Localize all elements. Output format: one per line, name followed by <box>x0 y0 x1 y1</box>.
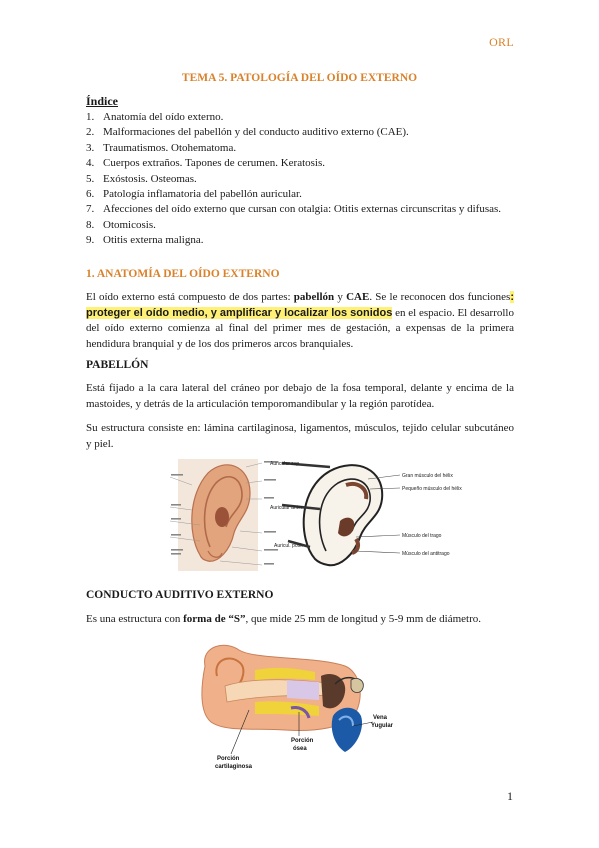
label-porcion-cartilaginosa-2: cartilaginosa <box>215 764 253 770</box>
label-auricular-anter: Auricular anter. <box>270 505 304 511</box>
list-item: 2. Malformaciones del pabellón y del conducto auditivo externo (CAE). <box>86 126 409 139</box>
list-item: 6. Patología inflamatoria del pabellón auricular. <box>86 188 302 201</box>
label-vena: Vena <box>373 715 388 721</box>
paragraph-pabellon-location: Está fijado a la cara lateral del cráneo por debajo de la fosa temporal, delante y encima de la mastoides, y detrás de la articulación temporomandibular y la región parotídea. <box>86 382 514 410</box>
label-musculo-antitrago: Músculo del antitrago <box>402 551 450 557</box>
label-porcion-osea-2: ósea <box>293 746 307 752</box>
paragraph-pabellon-structure: Su estructura consiste en: lámina cartilaginosa, ligamentos, músculos, tejido celular subcutáneo y piel. <box>86 422 514 450</box>
label-auricular-sup: Auricular sup. <box>270 461 301 467</box>
section-heading-anatomy: 1. ANATOMÍA DEL OÍDO EXTERNO <box>86 268 280 280</box>
header-tag: ORL <box>489 35 514 49</box>
label-pequeno-musculo-helix: Pequeño músculo del hélix <box>402 486 462 492</box>
label-gran-musculo-helix: Gran músculo del hélix <box>402 473 453 479</box>
list-item: 1. Anatomía del oído externo. <box>86 111 224 123</box>
highlighted-text: : proteger el oído medio, y amplificar y localizar los sonidos <box>86 291 515 319</box>
label-auricul-post: Auricul. post. <box>274 543 303 549</box>
label-porcion-cartilaginosa-1: Porción <box>217 756 240 762</box>
label-musculo-trago: Músculo del trago <box>402 533 442 539</box>
ear-anatomy-figure <box>170 455 520 573</box>
index-heading: Índice <box>86 94 119 108</box>
list-item: 4. Cuerpos extraños. Tapones de cerumen. Keratosis. <box>86 157 326 170</box>
label-porcion-osea-1: Porción <box>291 738 314 744</box>
list-item: 5. Exóstosis. Osteomas. <box>86 172 197 185</box>
list-item: 9. Otitis externa maligna. <box>86 234 204 247</box>
section-heading-pabellon: PABELLÓN <box>86 359 149 371</box>
list-item: 7. Afecciones del oído externo que cursan con otalgia: Otitis externas circunscritas y difusas. <box>86 203 502 216</box>
label-yugular: Yugular <box>371 723 394 729</box>
paragraph-cae: Es una estructura con forma de “S”, que mide 25 mm de longitud y 5-9 mm de diámetro. <box>86 613 482 625</box>
index-list <box>86 110 514 249</box>
ear-canal-figure <box>195 636 395 776</box>
document-title: TEMA 5. PATOLOGÍA DEL OÍDO EXTERNO <box>181 72 418 84</box>
page-number: 1 <box>507 789 513 803</box>
section-heading-cae: CONDUCTO AUDITIVO EXTERNO <box>86 589 274 601</box>
paragraph-anatomy: El oído externo está compuesto de dos partes: pabellón y CAE. Se le reconocen dos funciones: proteger el oído medio, y amplificar y localizar los sonidos en el espacio. El desarrollo del oído externo comienza al final del primer mes de gestación, a expensas de la primera hendidura branquial y de los dos primeros arcos branquiales. <box>86 291 515 350</box>
list-item: 8. Otomicosis. <box>86 218 156 231</box>
list-item: 3. Traumatismos. Otohematoma. <box>86 141 237 154</box>
